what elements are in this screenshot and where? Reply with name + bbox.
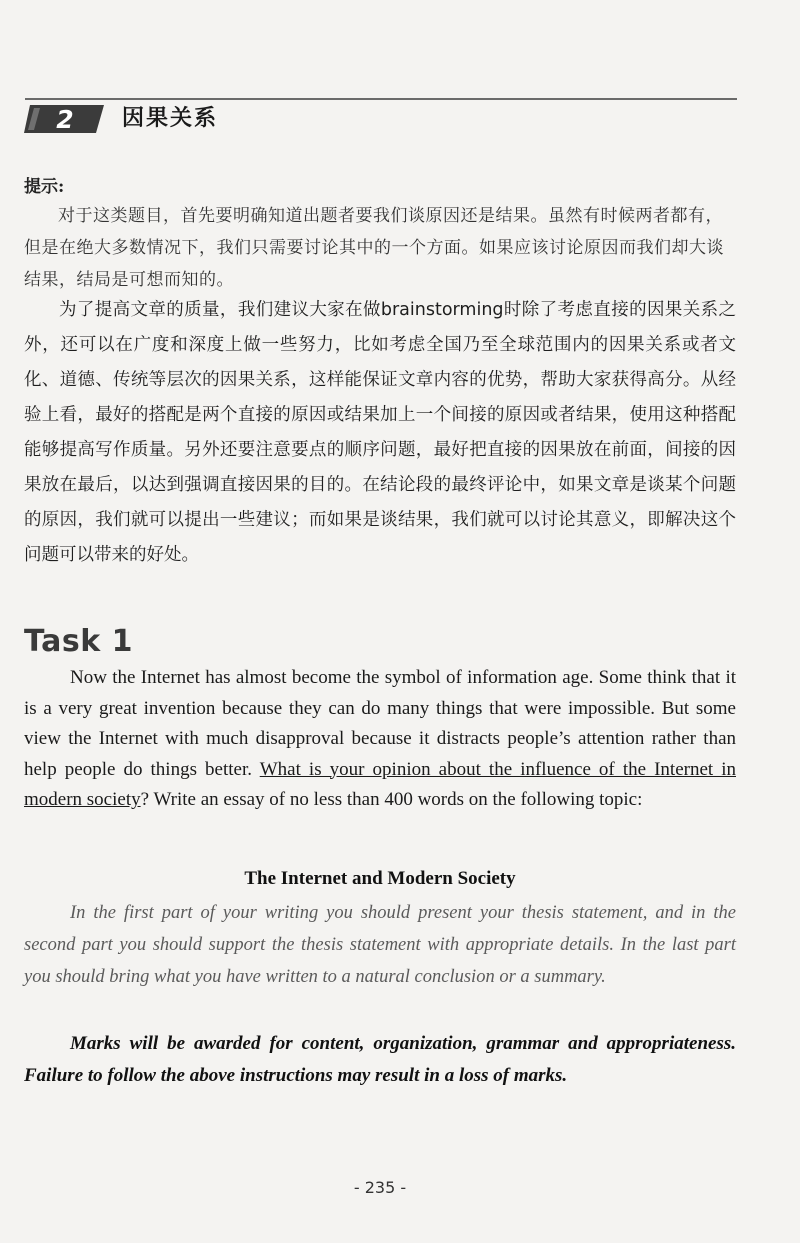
hint-label: 提示: <box>24 177 65 197</box>
task-question: What is your opinion about the influence of the Internet in modern society <box>24 758 736 810</box>
essay-instructions: In the first part of your writing you should present your thesis statement, and in the second part you should support the thesis statement with appropriate details. In the last part you should bring what you have written to a natural conclusion or a summary. <box>24 903 736 987</box>
essay-title: The Internet and Modern Society <box>244 868 516 889</box>
hint-paragraph: 对于这类题目，首先要明确知道出题者要我们谈原因还是结果。虽然有时候两者都有，但是在绝大多数情况下，我们只需要讨论其中的一个方面。如果应该讨论原因而我们却大谈结果，结局是可想而知的。 <box>24 206 724 290</box>
task-prompt <box>24 663 736 816</box>
hint-body <box>24 200 736 296</box>
chinese-paragraph: 为了提高文章的质量，我们建议大家在做brainstorming时除了考虑直接的因果关系之外，还可以在广度和深度上做一些努力，比如考虑全国乃至全球范围内的因果关系或者文化、道德、传统等层次的因果关系，这样能保证文章内容的优势，帮助大家获得高分。从经验上看，最好的搭配是两个直接的原因或结果加上一个间接的原因或者结果，使用这种搭配能够提高写作质量。另外还要注意要点的顺序问题，最好把直接的因果放在前面，间接的因果放在最后，以达到强调直接因果的目的。在结论段的最终评论中，如果文章是谈某个问题的原因，我们就可以提出一些建议；而如果是谈结果，我们就可以讨论其意义，即解决这个问题可以带来的好处。 <box>24 300 736 565</box>
header-rule <box>25 98 737 100</box>
task-text-before: Now the Internet has almost become the symbol of information age. Some think that it is a very great invention because they can do many things that were impossible. But some view the Internet with much disapproval because it distracts people’s attention rather than help people do things better. <box>24 667 736 780</box>
task-title: Task 1 <box>24 624 133 659</box>
section-number: 2 <box>56 105 74 134</box>
section-title: 因果关系 <box>122 106 219 131</box>
page-number: - 235 - <box>353 1178 407 1197</box>
task-text-after: ? Write an essay of no less than 400 words on the following topic: <box>140 789 643 810</box>
marks-note: Marks will be awarded for content, organization, grammar and appropriateness. Failure to follow the above instructions may result in a loss of marks. <box>24 1033 736 1086</box>
section-number-badge <box>24 104 106 134</box>
